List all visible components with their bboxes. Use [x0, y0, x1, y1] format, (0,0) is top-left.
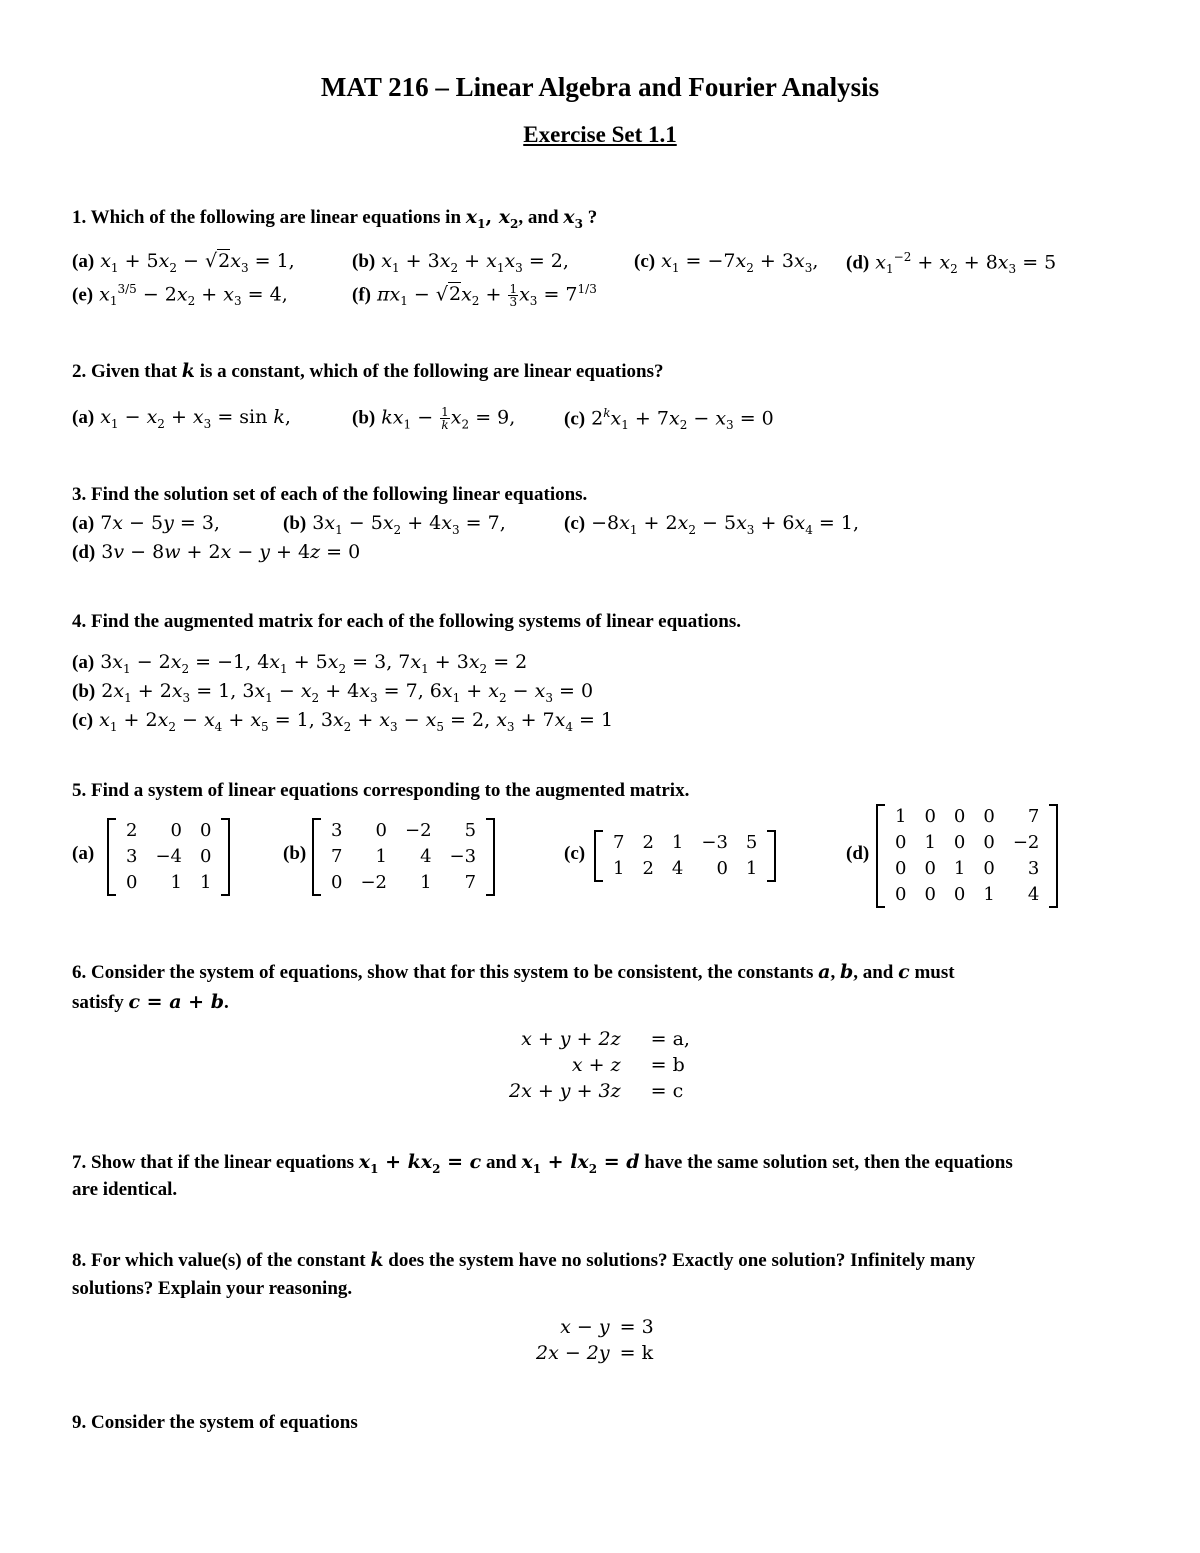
q1-part-e: (e) $x_1^{3/5} - 2x_2 + x_3 = 4$,: [72, 282, 288, 309]
matrix-d-cell: 0: [953, 832, 966, 853]
q6-eq-2-lhs: x + z: [571, 1054, 621, 1076]
matrix-c-cell: 5: [745, 832, 758, 853]
q5-label-b: (b): [283, 843, 307, 864]
q8-eq-1-lhs: x − y: [560, 1316, 610, 1338]
matrix-c-cell: 1: [671, 832, 684, 853]
q2-part-c: (c) $2^kx_1 + 7x_2 - x_3 = 0$: [564, 406, 774, 433]
matrix-c-cell: 2: [642, 858, 654, 879]
matrix-d-cell: 0: [895, 832, 907, 853]
matrix-b-cell: −3: [449, 846, 477, 867]
q6-eq-3-rhs: = c: [650, 1080, 684, 1102]
q6-eq-3-lhs: 2x + y + 3z: [509, 1080, 621, 1102]
matrix-d-row: [886, 830, 1048, 856]
q5-matrix-b: [312, 818, 495, 896]
question-8-line1: 8. For which value(s) of the constant k does the system have no solutions? Exactly one solution? Infinitely many: [72, 1249, 976, 1271]
matrix-b-row: [322, 818, 485, 844]
matrix-d-cell: 0: [983, 806, 995, 827]
matrix-c-row: [604, 856, 766, 882]
matrix-d-cell: 1: [983, 884, 995, 905]
matrix-d-cell: 3: [1027, 858, 1040, 879]
matrix-d-cell: 0: [924, 884, 936, 905]
q4-part-b: (b) $2x_1 + 2x_3 = 1$, $3x_1 - x_2 + 4x_3 = 7$, $6x_1 + x_2 - x_3 = 0$: [72, 680, 594, 705]
matrix-a-row: [117, 818, 220, 844]
q5-label-c: (c): [564, 843, 586, 864]
exercise-set-heading: Exercise Set 1.1: [523, 122, 677, 147]
matrix-a-cell: 0: [126, 872, 138, 893]
matrix-d-cell: 0: [924, 806, 936, 827]
question-4: 4. Find the augmented matrix for each of the following systems of linear equations.: [72, 611, 742, 632]
q8-system: [532, 1314, 658, 1366]
q8-eq-2-rhs: = k: [619, 1342, 654, 1364]
matrix-d-cell: 1: [953, 858, 966, 879]
q1-part-f: (f) $\pi x_1 - √2x_2$ + $\frac{1}{3}$ $x_3 = 7^{1/3}$: [352, 281, 597, 309]
q6-eq-1-lhs: x + y + 2z: [521, 1028, 621, 1050]
page-title: MAT 216 – Linear Algebra and Fourier Analysis: [320, 72, 880, 102]
matrix-a-cell: 1: [170, 872, 182, 893]
matrix-b-cell: 5: [464, 820, 477, 841]
question-7-line1: 7. Show that if the linear equations $x_1 + kx_2 = c$ and $x_1 + lx_2 = d$ have the same solution set, then the equations: [72, 1151, 1013, 1176]
matrix-b-row: [322, 870, 485, 896]
matrix-c-cell: 2: [642, 832, 654, 853]
matrix-c-cell: −3: [701, 832, 728, 853]
page-subtitle: [0, 122, 1200, 148]
matrix-c-cell: 0: [716, 858, 728, 879]
matrix-d-row: [886, 856, 1048, 882]
question-3: 3. Find the solution set of each of the following linear equations.: [72, 484, 588, 505]
question-7-line2: are identical.: [72, 1179, 178, 1200]
matrix-a-row: [117, 844, 220, 870]
q8-eq-2: [532, 1340, 658, 1366]
q8-eq-1-rhs: = 3: [619, 1316, 654, 1338]
matrix-d-row: [886, 882, 1048, 908]
matrix-b-cell: 7: [464, 872, 477, 893]
question-6-line1: 6. Consider the system of equations, show that for this system to be consistent, the constants a, b, and c must: [72, 961, 955, 983]
question-2: 2. Given that k is a constant, which of the following are linear equations?: [72, 360, 664, 382]
matrix-a-cell: 2: [126, 820, 138, 841]
q1-part-b: (b) $x_1 + 3x_2 + x_1x_3 = 2$,: [352, 250, 569, 275]
matrix-b-cell: −2: [405, 820, 432, 841]
q6-eq-1: [505, 1026, 694, 1052]
matrix-d-cell: 1: [895, 806, 907, 827]
q4-part-a: (a) $3x_1 - 2x_2 = -1$, $4x_1 + 5x_2 = 3$, $7x_1 + 3x_2 = 2$: [72, 651, 528, 676]
matrix-b-cell: 7: [331, 846, 343, 867]
q6-eq-2: [505, 1052, 694, 1078]
matrix-a-cell: 0: [200, 846, 212, 867]
matrix-a-cell: 0: [170, 820, 182, 841]
matrix-a-cell: 0: [200, 820, 212, 841]
q2-part-b: (b) $kx_1$ − $\frac{1}{k}$ $x_2 = 9$,: [352, 405, 516, 432]
q1-part-a: (a) $x_1 + 5x_2 - √2x_3 = 1$,: [72, 250, 295, 275]
matrix-d-cell: 0: [924, 858, 936, 879]
matrix-b-cell: 1: [420, 872, 432, 893]
matrix-c-cell: 1: [745, 858, 758, 879]
q5-matrix-a: [107, 818, 230, 896]
q5-label-a: (a): [72, 843, 95, 864]
matrix-a-row: [117, 870, 220, 896]
matrix-c-cell: 7: [613, 832, 625, 853]
q3-part-c: $(c) -8x_1 + 2x_2 - 5x_3 + 6x_4 = 1$,: [564, 512, 860, 537]
q3-part-d: (d) 3v − 8w + 2x − y + 4z = 0: [72, 541, 361, 563]
q8-eq-2-lhs: 2x − 2y: [536, 1342, 610, 1364]
q6-eq-1-rhs: = a,: [650, 1028, 690, 1050]
matrix-d-cell: 0: [983, 832, 995, 853]
matrix-b-cell: 4: [420, 846, 432, 867]
q3-part-a: (a) 7x − 5y = 3,: [72, 512, 220, 534]
q5-label-d: (d): [846, 843, 870, 864]
matrix-d-cell: 0: [895, 884, 907, 905]
matrix-b-row: [322, 844, 485, 870]
question-5: 5. Find a system of linear equations corresponding to the augmented matrix.: [72, 780, 690, 801]
matrix-d-cell: 0: [983, 858, 995, 879]
matrix-a-cell: 3: [126, 846, 138, 867]
q4-part-c: (c) $x_1 + 2x_2 - x_4 + x_5 = 1$, $3x_2 + x_3 - x_5 = 2$, $x_3 + 7x_4 = 1$: [72, 709, 614, 734]
matrix-d-cell: 7: [1027, 806, 1040, 827]
matrix-d-row: [886, 804, 1048, 830]
matrix-d-cell: −2: [1012, 832, 1040, 853]
matrix-d-cell: 0: [895, 858, 907, 879]
question-8-line2: solutions? Explain your reasoning.: [72, 1278, 353, 1299]
matrix-b-cell: −2: [360, 872, 387, 893]
matrix-d-cell: 1: [924, 832, 936, 853]
matrix-d-cell: 4: [1027, 884, 1040, 905]
q6-eq-2-rhs: = b: [650, 1054, 685, 1076]
question-1: 1. Which of the following are linear equations in $x_1$, $x_2$, and $x_3$ ?: [72, 206, 598, 231]
matrix-d-cell: 0: [953, 806, 966, 827]
q1-part-c: (c) $x_1 = -7x_2 + 3x_3$,: [634, 250, 819, 275]
matrix-b-cell: 3: [331, 820, 343, 841]
matrix-c-cell: 4: [671, 858, 684, 879]
question-6-line2: satisfy c = a + b.: [72, 991, 229, 1013]
q6-eq-3: [505, 1078, 694, 1104]
q1-part-d: (d) $x_1^{-2} + x_2 + 8x_3 = 5$: [846, 250, 1057, 277]
matrix-a-cell: −4: [155, 846, 182, 867]
matrix-c-row: [604, 830, 766, 856]
matrix-b-cell: 1: [375, 846, 387, 867]
q5-matrix-d: [876, 804, 1058, 908]
q3-part-b: (b) $3x_1 - 5x_2 + 4x_3 = 7$,: [283, 512, 506, 537]
matrix-d-cell: 0: [953, 884, 966, 905]
q2-part-a: (a) $x_1 - x_2 + x_3 = \sin k$,: [72, 406, 291, 431]
matrix-c-cell: 1: [613, 858, 625, 879]
question-9: 9. Consider the system of equations: [72, 1412, 358, 1433]
q5-matrix-c: [594, 830, 776, 882]
matrix-b-cell: 0: [375, 820, 387, 841]
matrix-b-cell: 0: [331, 872, 343, 893]
q6-system: [505, 1026, 694, 1104]
q8-eq-1: [532, 1314, 658, 1340]
matrix-a-cell: 1: [200, 872, 212, 893]
